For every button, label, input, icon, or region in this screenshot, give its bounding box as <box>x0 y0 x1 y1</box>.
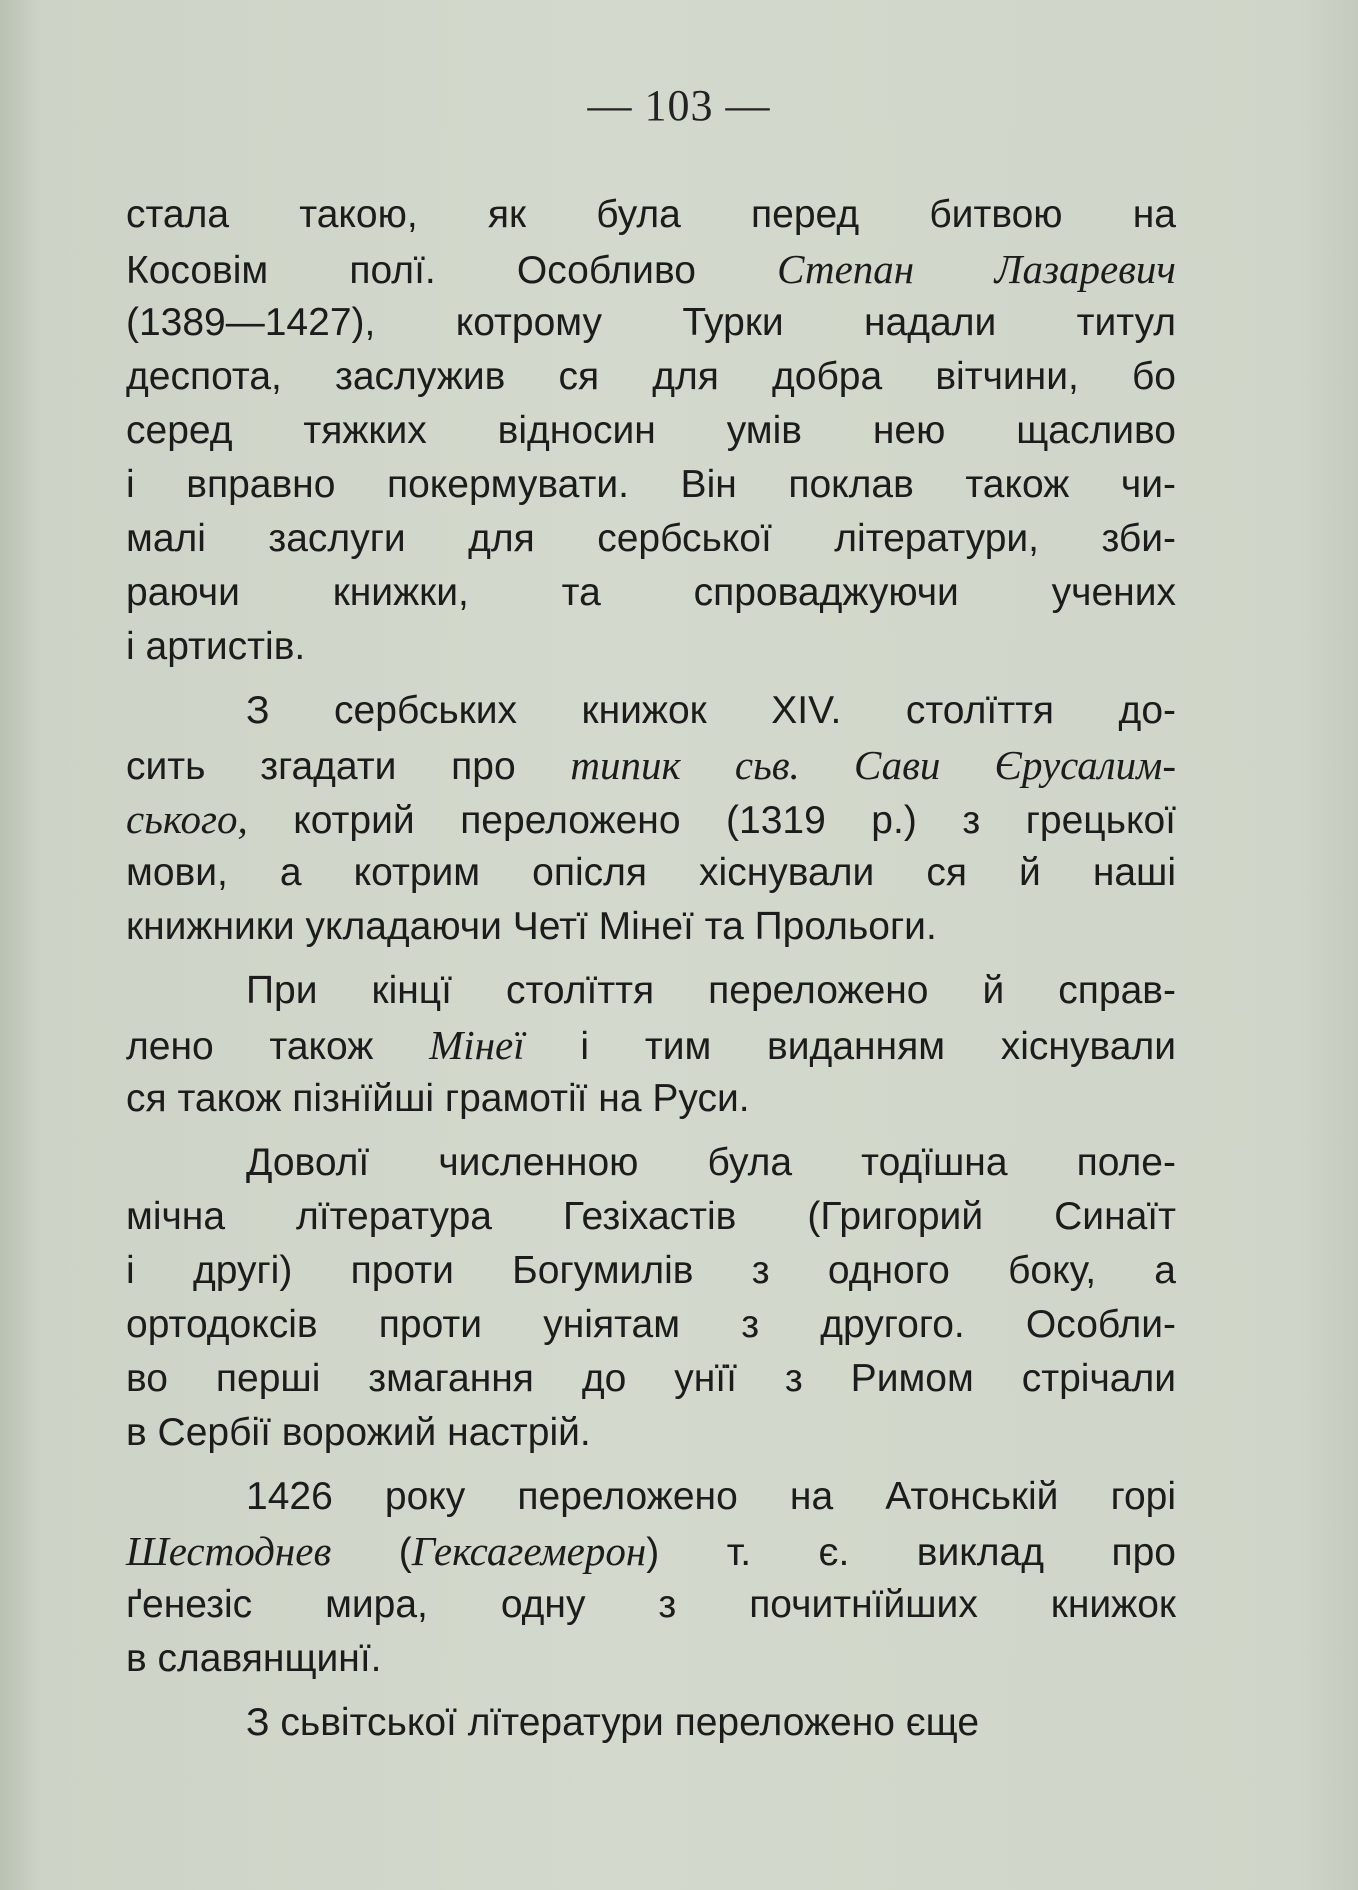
italic-text: типик сьв. Сави Єрусалим- <box>570 742 1176 788</box>
text-line <box>126 792 1176 846</box>
text-run: і другі) проти Богумилів з одного боку, а <box>126 1249 1176 1292</box>
text-line <box>126 296 1176 350</box>
text-run: ся також пізнїйші грамотії на Руси. <box>126 1077 750 1120</box>
text-line <box>126 1018 1176 1072</box>
text-run: сить згадати про <box>126 745 571 788</box>
text-run: котрий переложено (1319 р.) з грецької <box>247 799 1176 842</box>
text-line <box>126 684 1176 738</box>
text-line <box>126 1524 1176 1578</box>
text-run: стала такою, як була перед битвою на <box>126 193 1176 236</box>
text-run: і вправно покермувати. Він поклав також чи- <box>126 463 1176 506</box>
body-text <box>126 188 1176 1750</box>
text-run: Косовім полї. Особливо <box>126 249 778 292</box>
text-run: ортодоксів проти уніятам з другого. Особли- <box>126 1303 1176 1346</box>
text-run: ( <box>331 1531 412 1574</box>
text-line <box>126 964 1176 1018</box>
text-run: книжники укладаючи Четї Мінеї та Прольоги. <box>126 905 937 948</box>
text-line <box>126 846 1176 900</box>
text-line <box>126 620 1176 674</box>
text-run: серед тяжких відносин умів нею щасливо <box>126 409 1176 452</box>
text-line <box>126 1696 1176 1750</box>
text-run: При кінцї столїття переложено й справ- <box>246 969 1176 1012</box>
text-line <box>126 566 1176 620</box>
text-line <box>126 350 1176 404</box>
text-line <box>126 1244 1176 1298</box>
italic-text: Шестоднев <box>126 1528 332 1574</box>
text-run: в славянщинї. <box>126 1637 382 1680</box>
text-run: во перші змагання до унїї з Римом стрічали <box>126 1357 1176 1400</box>
text-run: ) т. є. виклад про <box>646 1531 1176 1574</box>
text-run: З сербських книжок XIV. столїття до- <box>246 689 1176 732</box>
text-line <box>126 738 1176 792</box>
text-run: ґенезіс мира, одну з почитнїйших книжок <box>126 1583 1176 1626</box>
text-line <box>126 1470 1176 1524</box>
text-run: малі заслуги для сербської літератури, зби- <box>126 517 1176 560</box>
text-run: раючи книжки, та спроваджуючи учених <box>126 571 1176 614</box>
italic-text: Степан Лазаревич <box>777 246 1176 292</box>
text-run: Доволї численною була тодїшна поле- <box>246 1141 1176 1184</box>
text-run: і артистів. <box>126 625 306 668</box>
text-run: в Сербії ворожий настрій. <box>126 1411 591 1454</box>
text-line <box>126 1298 1176 1352</box>
text-line <box>126 512 1176 566</box>
page-number: — 103 — <box>587 81 771 130</box>
paragraph <box>126 964 1176 1126</box>
text-run: деспота, заслужив ся для добра вітчини, бо <box>126 355 1176 398</box>
text-run: лено також <box>126 1025 430 1068</box>
text-line <box>126 404 1176 458</box>
paragraph <box>126 1470 1176 1686</box>
text-line <box>126 900 1176 954</box>
text-line <box>126 1406 1176 1460</box>
text-line <box>126 1578 1176 1632</box>
text-line <box>126 1632 1176 1686</box>
text-run: З сьвітської лїтератури переложено єще <box>246 1701 980 1744</box>
text-line <box>126 1190 1176 1244</box>
paragraph <box>126 188 1176 674</box>
text-line <box>126 458 1176 512</box>
paragraph <box>126 1136 1176 1460</box>
text-line <box>126 1352 1176 1406</box>
text-line <box>126 242 1176 296</box>
text-line <box>126 188 1176 242</box>
text-line <box>126 1136 1176 1190</box>
paragraph <box>126 1696 1176 1750</box>
text-run: 1426 року переложено на Атонській горі <box>246 1475 1176 1518</box>
text-run: (1389—1427), котрому Турки надали титул <box>126 301 1176 344</box>
italic-text: ського, <box>126 796 248 842</box>
text-run: мічна лїтература Гезіхастів (Григорий Синаїт <box>126 1195 1176 1238</box>
text-line <box>126 1072 1176 1126</box>
italic-text: Мінеї <box>429 1022 525 1068</box>
text-run: мови, а котрим опісля хіснували ся й наші <box>126 851 1176 894</box>
paragraph <box>126 684 1176 954</box>
text-run: і тим виданням хіснували <box>524 1025 1176 1068</box>
italic-text: Гексагемерон <box>411 1528 647 1574</box>
